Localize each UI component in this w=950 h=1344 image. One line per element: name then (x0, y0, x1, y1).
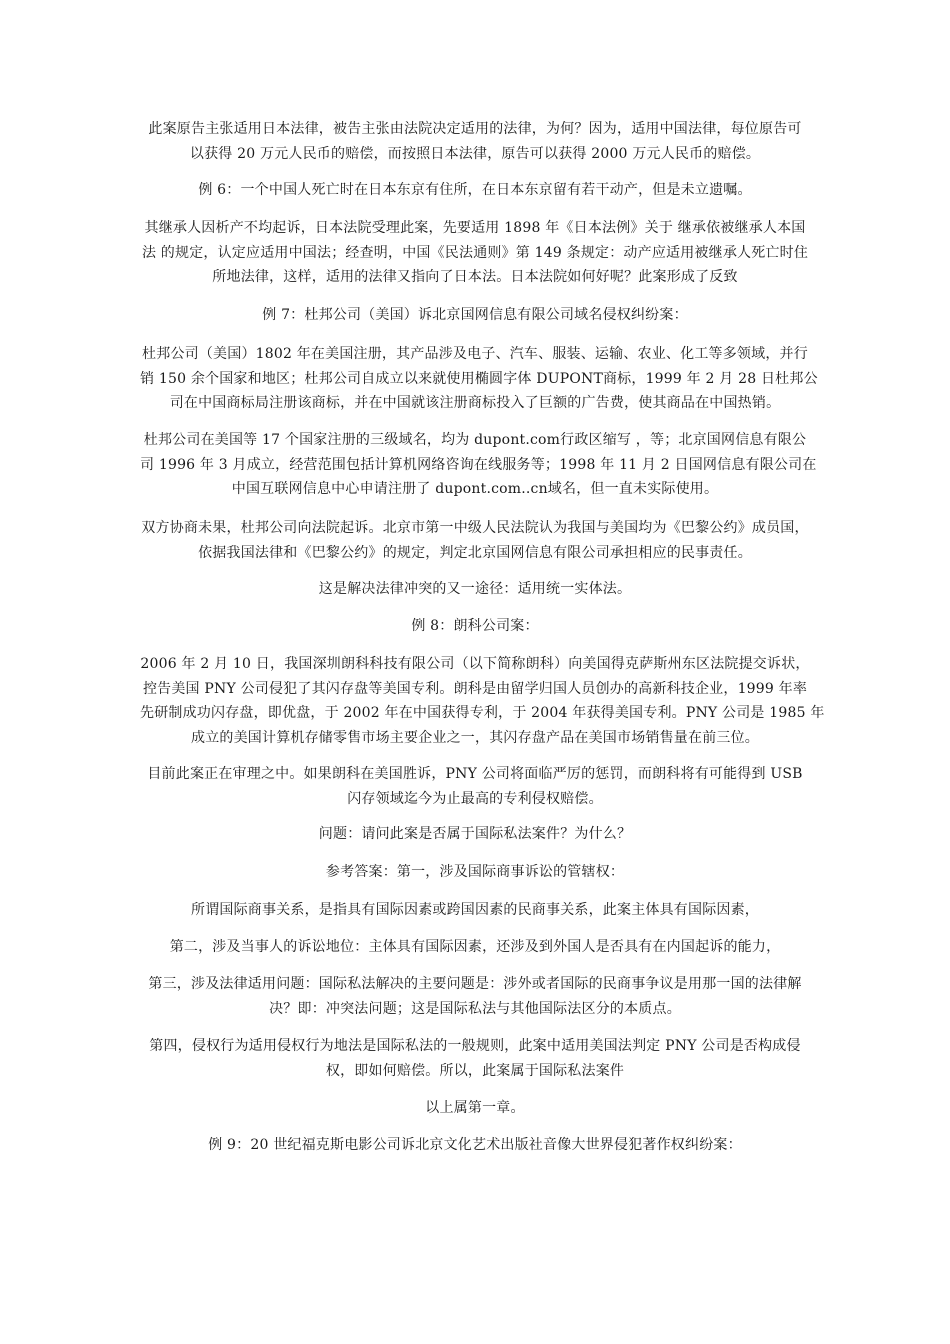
paragraph-line: 司在中国商标局注册该商标，并在中国就该注册商标投入了巨额的广告费，使其商品在中国热销。 (169, 395, 781, 411)
paragraph-line: 例 8：朗科公司案： (411, 618, 539, 634)
paragraph-netac-status (140, 762, 810, 811)
paragraph-line: 第三，涉及法律适用问题：国际私法解决的主要问题是：涉外或者国际的民商事争议是用那一国的法律解 (148, 976, 802, 992)
paragraph-answer-third (140, 972, 810, 1021)
paragraph-line: 目前此案正在审理之中。如果朗科在美国胜诉，PNY 公司将面临严厉的惩罚，而朗科将有可能得到 USB (147, 766, 803, 782)
paragraph-example-7 (140, 303, 810, 328)
paragraph-line: 杜邦公司在美国等 17 个国家注册的三级域名，均为 dupont.com行政区缩写 ，等；北京国网信息有限公 (143, 432, 807, 448)
paragraph-example-9 (140, 1133, 810, 1158)
paragraph-dupont-ruling (140, 516, 810, 565)
paragraph-line: 例 6：一个中国人死亡时在日本东京有住所，在日本东京留有若干动产，但是未立遗嘱。 (198, 182, 752, 198)
paragraph-line: 法 的规定，认定应适用中国法；经查明，中国《民法通则》第 149 条规定：动产应适用被继承人死亡时住 (141, 244, 809, 261)
paragraph-line: 中国互联网信息中心申请注册了 dupont.com..cn域名，但一直未实际使用。 (231, 481, 719, 497)
paragraph-line: 杜邦公司（美国）1802 年在美国注册，其产品涉及电子、汽车、服装、运输、农业、化工等多领域，并行 (142, 346, 808, 362)
paragraph-line: 所谓国际商事关系，是指具有国际因素或跨国因素的民商事关系，此案主体具有国际因素， (191, 902, 759, 918)
paragraph-line: 成立的美国计算机存储零售市场主要企业之一，其闪存盘产品在美国市场销售量在前三位。 (191, 729, 759, 746)
paragraph-line: 权，即如何赔偿。所以，此案属于国际私法案件 (325, 1062, 625, 1079)
paragraph-unified-law (140, 577, 810, 602)
paragraph-case-intro (140, 117, 810, 166)
paragraph-inheritance (140, 216, 810, 290)
paragraph-line: 其继承人因析产不均起诉，日本法院受理此案，先要适用 1898 年《日本法例》关于 继承依被继承人本国 (144, 220, 806, 236)
paragraph-dupont-domain (140, 428, 817, 502)
paragraph-line: 参考答案：第一，涉及国际商事诉讼的管辖权： (325, 864, 625, 880)
paragraph-example-6 (140, 178, 810, 203)
paragraph-line: 司 1996 年 3 月成立，经营范围包括计算机网络咨询在线服务等；1998 年 11 月 2 日国网信息有限公司在 (140, 456, 817, 473)
paragraph-answer-first (140, 860, 810, 885)
paragraph-line: 闪存领域迄今为止最高的专利侵权赔偿。 (347, 790, 603, 807)
paragraph-netac-case (140, 652, 825, 750)
paragraph-line: 第二，涉及当事人的诉讼地位：主体具有国际因素，还涉及到外国人是否具有在内国起诉的能力， (169, 939, 781, 955)
paragraph-line: 所地法律，这样，适用的法律又指向了日本法。日本法院如何好呢？此案形成了反致 (212, 269, 738, 285)
paragraph-line: 以上属第一章。 (425, 1100, 525, 1116)
paragraph-line: 以获得 20 万元人民币的赔偿，而按照日本法律，原告可以获得 2000 万元人民币的赔偿。 (189, 145, 761, 162)
paragraph-dupont-intro (140, 342, 818, 416)
paragraph-line: 2006 年 2 月 10 日，我国深圳朗科科技有限公司（以下简称朗科）向美国得克萨斯州东区法院提交诉状， (140, 656, 810, 672)
paragraph-example-8 (140, 614, 810, 639)
paragraph-line: 控告美国 PNY 公司侵犯了其闪存盘等美国专利。朗科是由留学归国人员创办的高新科技企业，1999 年率 (142, 680, 808, 697)
paragraph-line: 第四，侵权行为适用侵权行为地法是国际私法的一般规则，此案中适用美国法判定 PNY 公司是否构成侵 (149, 1038, 801, 1054)
paragraph-line: 这是解决法律冲突的又一途径：适用统一实体法。 (318, 581, 632, 597)
paragraph-commercial-relation (140, 898, 810, 923)
paragraph-line: 问题：请问此案是否属于国际私法案件？为什么？ (318, 826, 632, 842)
paragraph-line: 决？即：冲突法问题；这是国际私法与其他国际法区分的本质点。 (269, 1000, 681, 1017)
paragraph-line: 依据我国法律和《巴黎公约》的规定，判定北京国网信息有限公司承担相应的民事责任。 (198, 544, 752, 561)
paragraph-question (140, 822, 810, 847)
paragraph-line: 例 7：杜邦公司（美国）诉北京国网信息有限公司域名侵权纠纷案： (262, 307, 688, 323)
paragraph-answer-fourth (140, 1034, 810, 1083)
paragraph-line: 先研制成功闪存盘，即优盘，于 2002 年在中国获得专利，于 2004 年获得美国专利。PNY 公司是 1985 年 (140, 705, 825, 721)
paragraph-line: 销 150 余个国家和地区；杜邦公司自成立以来就使用椭圆字体 DUPONT商标，1999 年 2 月 28 日杜邦公 (140, 370, 818, 387)
paragraph-line: 此案原告主张适用日本法律，被告主张由法院决定适用的法律，为何？因为，适用中国法律，每位原告可 (148, 121, 802, 137)
paragraph-line: 例 9：20 世纪福克斯电影公司诉北京文化艺术出版社音像大世界侵犯著作权纠纷案： (208, 1137, 742, 1153)
paragraph-chapter-end (140, 1096, 810, 1121)
paragraph-line: 双方协商未果，杜邦公司向法院起诉。北京市第一中级人民法院认为我国与美国均为《巴黎公约》成员国， (141, 520, 809, 536)
paragraph-answer-second (140, 935, 810, 960)
